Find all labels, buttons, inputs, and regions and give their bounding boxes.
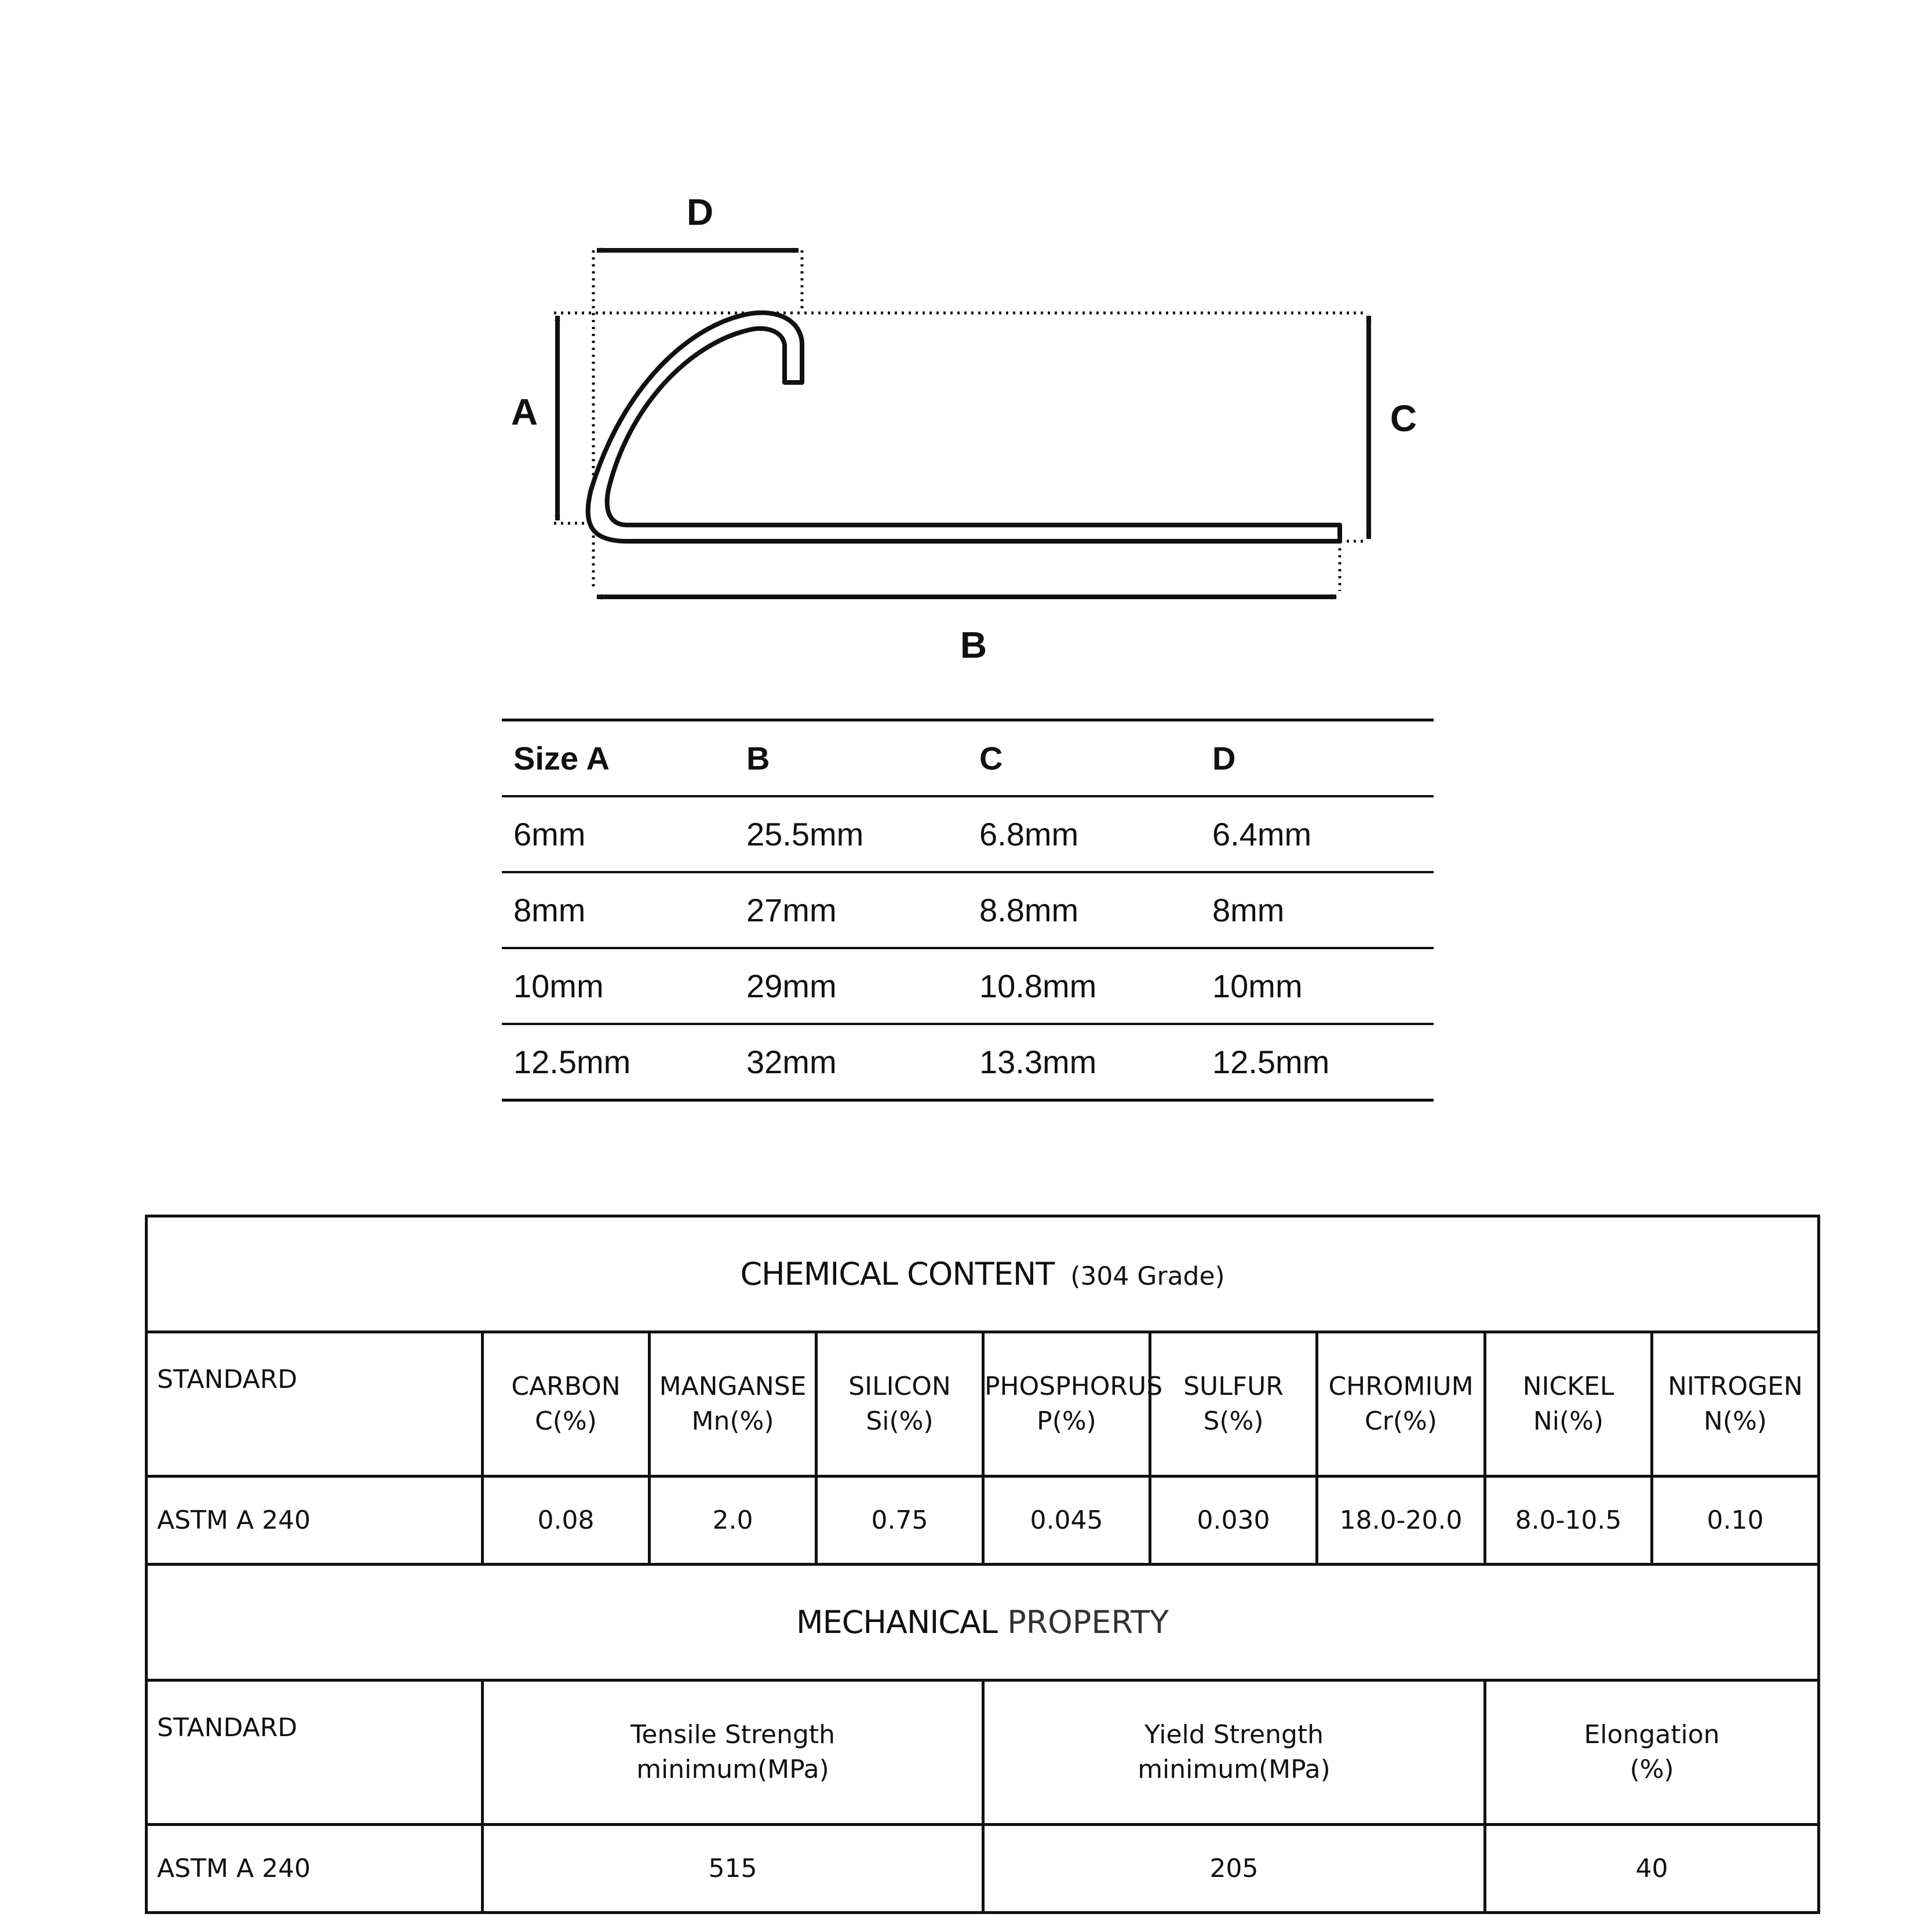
column-symbol: Si(%) <box>866 1406 934 1436</box>
chemical-col-phosphorus <box>983 1332 1163 1477</box>
size-cell: 8mm <box>1201 872 1434 948</box>
column-name: NICKEL <box>1522 1372 1614 1401</box>
chemical-title: CHEMICAL CONTENT <box>740 1256 1055 1292</box>
mechanical-col-tensile <box>483 1681 983 1825</box>
column-name: NITROGEN <box>1668 1372 1803 1401</box>
mechanical-title-cell <box>147 1565 1819 1681</box>
mechanical-value-tensile: 515 <box>483 1825 983 1913</box>
chemical-col-silicon <box>816 1332 983 1477</box>
dimension-a-label: A <box>511 391 538 433</box>
size-header-b: B <box>735 720 968 797</box>
column-symbol: Cr(%) <box>1365 1406 1437 1436</box>
size-cell: 8.8mm <box>968 872 1201 948</box>
column-symbol: Ni(%) <box>1533 1406 1604 1436</box>
chemical-title-cell <box>147 1216 1819 1332</box>
dimension-d-label: D <box>686 191 714 233</box>
size-cell: 13.3mm <box>968 1024 1201 1100</box>
column-name: CARBON <box>511 1372 621 1401</box>
size-cell: 29mm <box>735 948 968 1024</box>
chemical-col-chromium <box>1317 1332 1485 1477</box>
size-cell: 12.5mm <box>1201 1024 1434 1100</box>
size-cell: 27mm <box>735 872 968 948</box>
mechanical-col-elongation <box>1485 1681 1819 1825</box>
mechanical-value-yield: 205 <box>983 1825 1485 1913</box>
chemical-value-phosphorus: 0.045 <box>983 1477 1150 1565</box>
column-line: Elongation <box>1584 1720 1720 1749</box>
chemical-values-row <box>147 1477 1819 1565</box>
chemical-standard-value: ASTM A 240 <box>147 1477 483 1565</box>
mechanical-standard-header: STANDARD <box>147 1681 483 1825</box>
size-cell: 12.5mm <box>502 1024 735 1100</box>
column-line: minimum(MPa) <box>636 1755 829 1784</box>
chemical-value-silicon: 0.75 <box>816 1477 983 1565</box>
chemical-col-manganese <box>650 1332 816 1477</box>
mechanical-header-row <box>147 1681 1819 1825</box>
mechanical-value-elongation: 40 <box>1485 1825 1819 1913</box>
mechanical-standard-value: ASTM A 240 <box>147 1825 483 1913</box>
size-header-d: D <box>1201 720 1434 797</box>
chemical-title-note: (304 Grade) <box>1070 1262 1225 1291</box>
size-table-header-row <box>502 720 1434 797</box>
column-line: Yield Strength <box>1144 1720 1324 1749</box>
chemical-value-nitrogen: 0.10 <box>1652 1477 1819 1565</box>
column-name: PHOSPHORUS <box>985 1372 1163 1401</box>
size-cell: 6.8mm <box>968 796 1201 872</box>
column-name: CHROMIUM <box>1328 1372 1474 1401</box>
chemical-header-row <box>147 1332 1819 1477</box>
chemical-col-sulfur <box>1150 1332 1317 1477</box>
profile-diagram <box>0 0 1932 695</box>
column-line: Tensile Strength <box>630 1720 836 1749</box>
mechanical-title-light: PROPERTY <box>1007 1604 1169 1641</box>
mechanical-title-row <box>147 1565 1819 1681</box>
column-symbol: Mn(%) <box>691 1406 774 1436</box>
column-line: minimum(MPa) <box>1138 1755 1330 1784</box>
size-table <box>502 719 1434 1102</box>
chemical-col-nickel <box>1485 1332 1652 1477</box>
chemical-value-chromium: 18.0-20.0 <box>1317 1477 1485 1565</box>
size-cell: 10mm <box>502 948 735 1024</box>
size-cell: 32mm <box>735 1024 968 1100</box>
chemical-col-nitrogen <box>1652 1332 1819 1477</box>
dimension-c-label: C <box>1390 398 1417 439</box>
column-name: SULFUR <box>1183 1372 1284 1401</box>
size-cell: 8mm <box>502 872 735 948</box>
column-name: SILICON <box>848 1372 951 1401</box>
mechanical-title: MECHANICAL <box>796 1604 998 1641</box>
size-cell: 6mm <box>502 796 735 872</box>
column-symbol: P(%) <box>1037 1406 1096 1436</box>
size-header-c: C <box>968 720 1201 797</box>
dimension-b-label: B <box>960 624 987 666</box>
size-cell: 25.5mm <box>735 796 968 872</box>
chemical-value-sulfur: 0.030 <box>1150 1477 1317 1565</box>
mechanical-col-yield <box>983 1681 1485 1825</box>
column-symbol: C(%) <box>535 1406 597 1436</box>
column-symbol: S(%) <box>1203 1406 1264 1436</box>
chemical-value-carbon: 0.08 <box>483 1477 650 1565</box>
mechanical-values-row <box>147 1825 1819 1913</box>
table-row <box>502 1024 1434 1100</box>
column-name: MANGANSE <box>659 1372 807 1401</box>
column-line: (%) <box>1630 1755 1674 1784</box>
size-cell: 6.4mm <box>1201 796 1434 872</box>
spec-table <box>145 1215 1820 1914</box>
chemical-standard-header: STANDARD <box>147 1332 483 1477</box>
profile-outline <box>588 313 1340 541</box>
chemical-value-nickel: 8.0-10.5 <box>1485 1477 1652 1565</box>
column-symbol: N(%) <box>1703 1406 1767 1436</box>
table-row <box>502 948 1434 1024</box>
chemical-col-carbon <box>483 1332 650 1477</box>
chemical-title-row <box>147 1216 1819 1332</box>
size-cell: 10.8mm <box>968 948 1201 1024</box>
size-header-a: Size A <box>502 720 735 797</box>
table-row <box>502 872 1434 948</box>
size-cell: 10mm <box>1201 948 1434 1024</box>
table-row <box>502 796 1434 872</box>
chemical-value-manganese: 2.0 <box>650 1477 816 1565</box>
